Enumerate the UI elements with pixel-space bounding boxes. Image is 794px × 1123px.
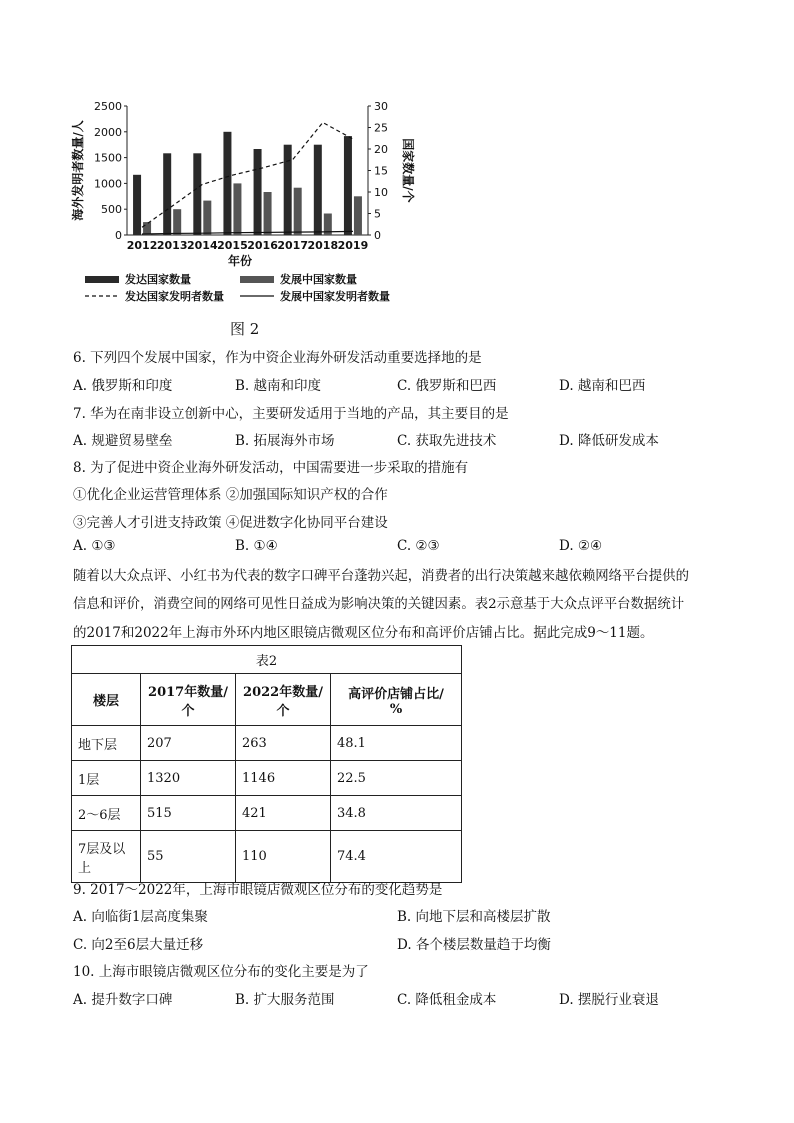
- bar-developing-countries: [143, 222, 151, 235]
- table-cell: 22.5: [331, 761, 462, 796]
- q6-option-a[interactable]: A. 俄罗斯和印度: [73, 378, 173, 394]
- table-cell: 7层及以 上: [72, 831, 141, 883]
- q6-option-d[interactable]: D. 越南和巴西: [559, 378, 646, 394]
- legend-swatch-developing-countries: [240, 276, 274, 283]
- legend-label: 发展中国家数量: [280, 273, 357, 286]
- q9-option-b[interactable]: B. 向地下层和高楼层扩散: [397, 909, 551, 925]
- q10-option-c[interactable]: C. 降低租金成本: [397, 992, 497, 1008]
- bar-developed-countries: [254, 149, 262, 235]
- x-tick-label: 2016: [247, 239, 278, 252]
- right-tick-label: 15: [374, 164, 388, 178]
- q6-option-c[interactable]: C. 俄罗斯和巴西: [397, 378, 497, 394]
- table-cell: 55: [141, 831, 236, 883]
- q7-option-a[interactable]: A. 规避贸易壁垒: [73, 433, 173, 449]
- table-cell: 110: [236, 831, 331, 883]
- legend-label: 发达国家发明者数量: [125, 290, 224, 303]
- x-tick-label: 2018: [307, 239, 339, 252]
- x-tick-label: 2017: [277, 239, 308, 252]
- bar-developed-countries: [223, 132, 231, 235]
- q8-option-d[interactable]: D. ②④: [559, 538, 603, 554]
- legend-label: 发达国家数量: [125, 273, 191, 286]
- left-axis-label: 海外发明者数量/人: [71, 120, 85, 221]
- bar-developed-countries: [163, 153, 171, 235]
- question-6-stem: 6. 下列四个发展中国家，作为中资企业海外研发活动重要选择地的是: [73, 350, 482, 366]
- q9-option-c[interactable]: C. 向2至6层大量迁移: [73, 937, 204, 953]
- passage-line-3: 的2017和2022年上海市外环内地区眼镜店微观区位分布和高评价店铺占比。据此完成9～11题。: [73, 625, 654, 641]
- passage-line-2: 信息和评价，消费空间的网络可见性日益成为影响决策的关键因素。表2示意基于大众点评平台数据统计: [73, 597, 685, 612]
- table-cell: 34.8: [331, 796, 462, 831]
- table-header: 楼层: [72, 674, 141, 726]
- table-cell: 263: [236, 726, 331, 761]
- q10-option-b[interactable]: B. 扩大服务范围: [235, 992, 335, 1008]
- bar-developing-countries: [354, 196, 362, 235]
- x-tick-label: 2014: [187, 239, 218, 252]
- table-row: [72, 761, 462, 796]
- q6-option-b[interactable]: B. 越南和印度: [235, 378, 322, 394]
- left-tick-label: 1500: [94, 151, 122, 165]
- legend-label: 发展中国家发明者数量: [280, 290, 390, 303]
- bar-developed-countries: [193, 153, 201, 235]
- table-cell: 2～6层: [72, 796, 141, 831]
- bar-developing-countries: [233, 183, 241, 235]
- q9-option-d[interactable]: D. 各个楼层数量趋于均衡: [397, 937, 551, 953]
- right-tick-label: 30: [374, 100, 388, 113]
- q10-option-d[interactable]: D. 摆脱行业衰退: [559, 992, 659, 1008]
- bar-developed-countries: [133, 175, 141, 235]
- table-header: 2022年数量/ 个: [236, 674, 331, 726]
- bar-developing-countries: [173, 209, 181, 235]
- question-10-stem: 10. 上海市眼镜店微观区位分布的变化主要是为了: [73, 964, 369, 980]
- table-cell: 207: [141, 726, 236, 761]
- question-8-stem: 8. 为了促进中资企业海外研发活动，中国需要进一步采取的措施有: [73, 460, 469, 476]
- bar-developed-countries: [314, 145, 322, 235]
- left-tick-label: 1000: [94, 177, 122, 191]
- bar-developing-countries: [203, 201, 211, 235]
- q9-option-a[interactable]: A. 向临街1层高度集聚: [73, 909, 208, 925]
- q10-option-a[interactable]: A. 提升数字口碑: [73, 992, 173, 1008]
- right-tick-label: 20: [374, 143, 388, 156]
- left-tick-label: 2500: [94, 100, 122, 113]
- right-tick-label: 0: [374, 229, 381, 242]
- table-cell: 1320: [141, 761, 236, 796]
- q7-option-c[interactable]: C. 获取先进技术: [397, 433, 497, 449]
- right-tick-label: 25: [374, 121, 388, 135]
- q8-option-c[interactable]: C. ②③: [397, 538, 440, 554]
- table-row: [72, 831, 462, 883]
- question-9-stem: 9. 2017～2022年，上海市眼镜店微观区位分布的变化趋势是: [73, 882, 443, 898]
- bar-developed-countries: [344, 136, 352, 235]
- bar-developing-countries: [294, 188, 302, 235]
- q7-option-d[interactable]: D. 降低研发成本: [559, 433, 659, 449]
- bar-developed-countries: [284, 145, 292, 235]
- bar-line-chart: [70, 92, 420, 317]
- table-cell: 48.1: [331, 726, 462, 761]
- legend-swatch-developed-countries: [85, 276, 119, 283]
- table-caption: 表2: [72, 646, 462, 674]
- table-cell: 515: [141, 796, 236, 831]
- right-tick-label: 10: [374, 186, 388, 199]
- table-row: [72, 796, 462, 831]
- table-cell: 1层: [72, 761, 141, 796]
- table-cell: 地下层: [72, 726, 141, 761]
- passage-line-1: 随着以大众点评、小红书为代表的数字口碑平台蓬勃兴起，消费者的出行决策越来越依赖网络平台提供的: [73, 569, 689, 584]
- figure-caption: 图 2: [230, 320, 260, 338]
- table-header: 2017年数量/ 个: [141, 674, 236, 726]
- q7-option-b[interactable]: B. 拓展海外市场: [235, 433, 335, 449]
- right-tick-label: 5: [374, 207, 381, 221]
- question-8-items-1: ①优化企业运营管理体系 ②加强国际知识产权的合作: [73, 487, 388, 503]
- q8-option-b[interactable]: B. ①④: [235, 538, 278, 554]
- left-tick-label: 2000: [94, 125, 122, 139]
- q8-option-a[interactable]: A. ①③: [73, 538, 116, 554]
- table-2: [71, 645, 462, 883]
- right-axis-label: 国家数量/个: [401, 138, 415, 203]
- table-row: [72, 726, 462, 761]
- left-tick-label: 500: [101, 203, 122, 217]
- x-tick-label: 2013: [156, 239, 188, 252]
- left-tick-label: 0: [115, 229, 122, 242]
- x-axis-label: 年份: [227, 254, 253, 268]
- x-tick-label: 2015: [217, 239, 248, 252]
- table-cell: 74.4: [331, 831, 462, 883]
- question-7-stem: 7. 华为在南非设立创新中心，主要研发适用于当地的产品，其主要目的是: [73, 406, 509, 422]
- table-header: 高评价店铺占比/ %: [331, 674, 462, 726]
- table-cell: 1146: [236, 761, 331, 796]
- bar-developing-countries: [264, 192, 272, 235]
- x-tick-label: 2012: [126, 239, 158, 252]
- table-cell: 421: [236, 796, 331, 831]
- x-tick-label: 2019: [337, 239, 369, 252]
- question-8-items-2: ③完善人才引进支持政策 ④促进数字化协同平台建设: [73, 515, 388, 531]
